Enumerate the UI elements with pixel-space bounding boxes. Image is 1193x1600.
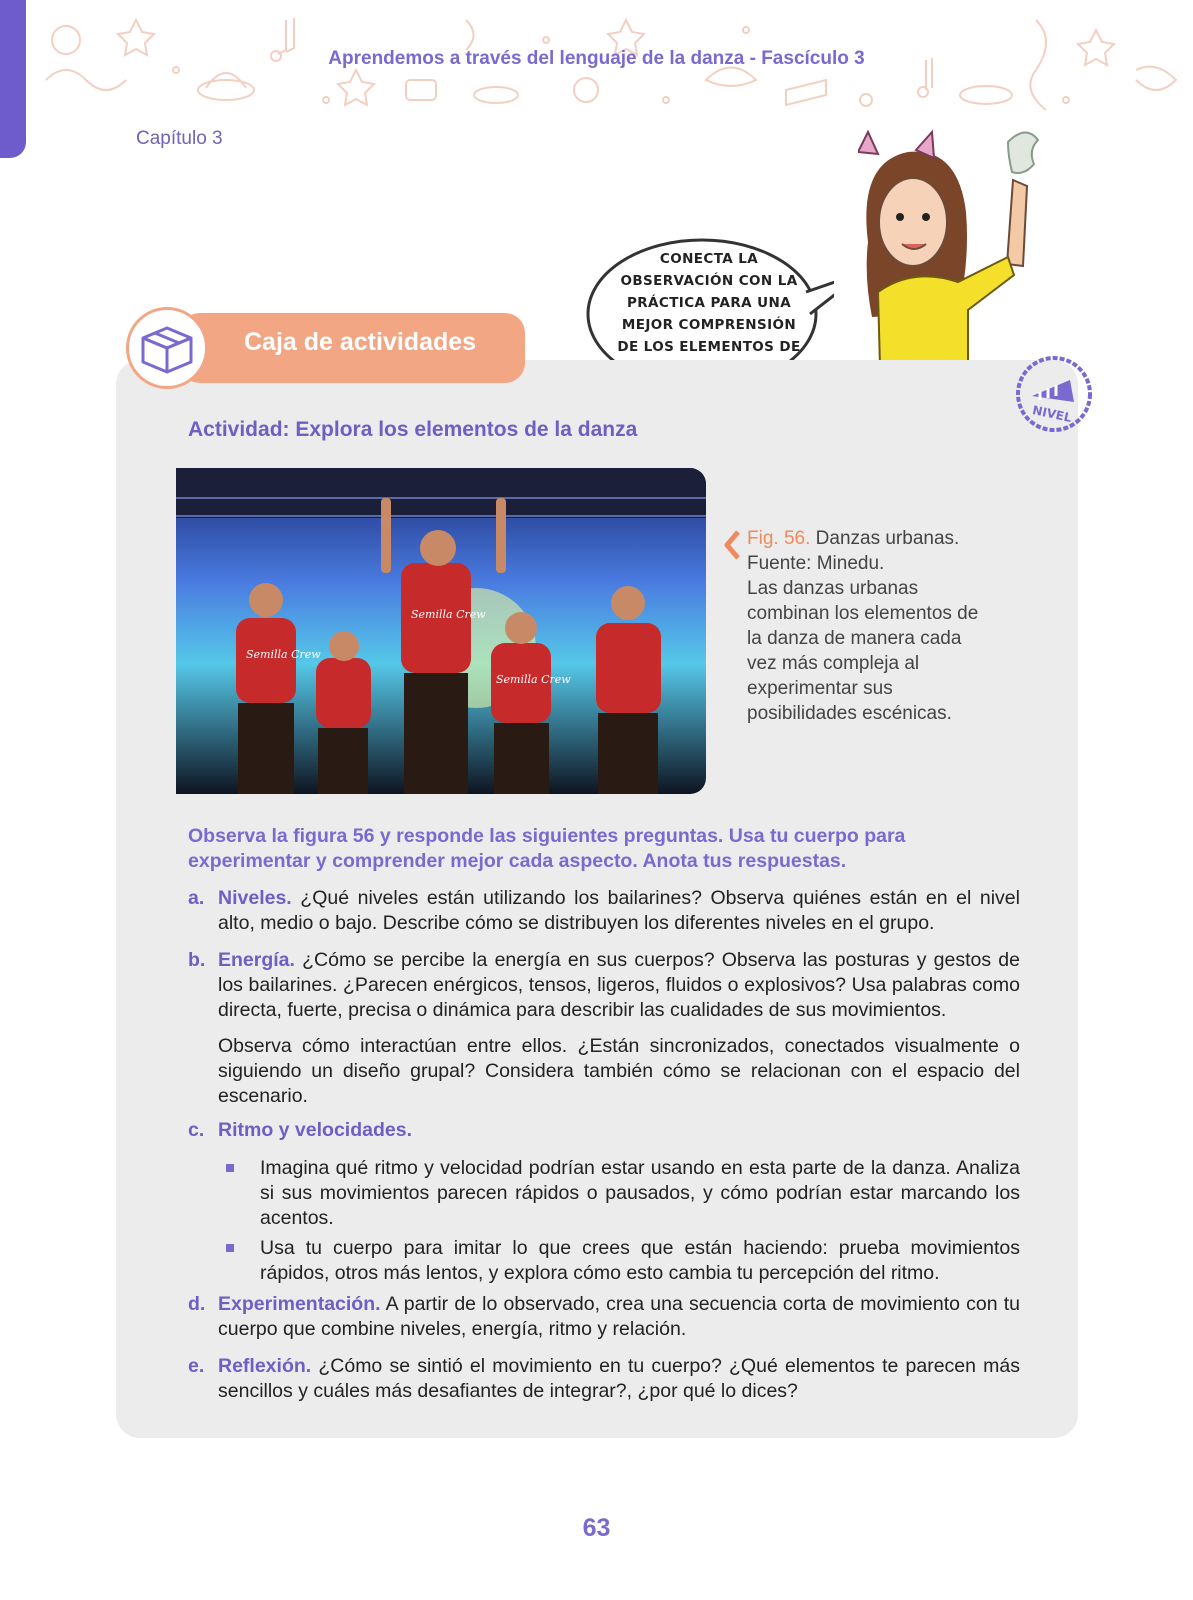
question-heading: Reflexión. xyxy=(218,1355,312,1377)
question-heading: Ritmo y velocidades. xyxy=(218,1119,412,1141)
svg-text:Semilla Crew: Semilla Crew xyxy=(246,648,321,661)
question-extra-text: Observa cómo interactúan entre ellos. ¿Están sincronizados, conectados visualmente o siguiendo un diseño grupal? Considera también cómo se relacionan con el espacio del escenario. xyxy=(218,1035,1020,1107)
question-text: ¿Qué niveles están utilizando los bailarines? Observa quiénes están en el nivel alto, medio o bajo. Describe cómo se distribuyen los diferentes niveles en el grupo. xyxy=(218,887,1020,934)
figure-number: Fig. 56. xyxy=(747,528,811,549)
question-heading: Experimentación. xyxy=(218,1293,381,1315)
bullet-item xyxy=(226,1236,1020,1286)
question-letter: a. xyxy=(188,887,205,909)
question-text: ¿Cómo se percibe la energía en sus cuerpos? Observa las posturas y gestos de los bailarines. ¿Parecen enérgicos, tensos, ligeros, fluidos o explosivos? Usa palabras como directa, fuerte, precisa o dinámica para describir las cualidades de sus movimientos. xyxy=(218,949,1020,1021)
caption-pointer-icon xyxy=(724,530,740,560)
question-letter: e. xyxy=(188,1355,205,1377)
question-letter: d. xyxy=(188,1293,206,1315)
figure-caption xyxy=(747,526,982,726)
urban-dance-photo xyxy=(176,468,706,794)
question-letter: c. xyxy=(188,1119,205,1141)
speech-line: DE LOS ELEMENTOS DE xyxy=(617,339,801,355)
fascicle-title: Aprendemos a través del lenguaje de la danza - Fascículo 3 xyxy=(328,48,865,69)
question-b xyxy=(188,948,1020,1023)
svg-text:Semilla Crew: Semilla Crew xyxy=(411,608,486,621)
page-number: 63 xyxy=(582,1514,611,1542)
figure-description: Las danzas urbanas combinan los elementos de la danza de manera cada vez más compleja al experimentar sus posibilidades escénicas. xyxy=(747,578,979,724)
level-stamp xyxy=(1012,352,1096,436)
activity-box-label: Caja de actividades xyxy=(244,328,477,356)
question-e xyxy=(188,1354,1020,1404)
chapter-label: Capítulo 3 xyxy=(136,128,223,149)
bullet-text: Imagina qué ritmo y velocidad podrían estar usando en esta parte de la danza. Analiza si sus movimientos parecen rápidos o pausados, y cómo podrían estar marcando los acentos. xyxy=(260,1157,1020,1229)
svg-text:Semilla Crew: Semilla Crew xyxy=(496,673,571,686)
activity-instruction: Observa la figura 56 y responde las siguientes preguntas. Usa tu cuerpo para experimentar y comprender mejor cada aspecto. Anota tus respuestas. xyxy=(188,825,906,872)
speech-line: OBSERVACIÓN CON LA xyxy=(620,273,798,289)
activity-title: Actividad: Explora los elementos de la danza xyxy=(188,418,638,441)
question-a xyxy=(188,886,1020,936)
question-text: A partir de lo observado, crea una secuencia corta de movimiento con tu cuerpo que combine niveles, energía, ritmo y relación. xyxy=(218,1293,1020,1340)
bullet-item xyxy=(226,1156,1020,1231)
question-d xyxy=(188,1292,1020,1342)
question-c xyxy=(188,1118,1020,1143)
figure-source: Fuente: Minedu. xyxy=(747,553,885,574)
speech-line: PRÁCTICA PARA UNA xyxy=(626,295,792,311)
question-heading: Niveles. xyxy=(218,887,292,909)
speech-line: CONECTA LA xyxy=(659,251,759,267)
bullet-square-icon xyxy=(226,1244,234,1252)
bullet-text: Usa tu cuerpo para imitar lo que crees que están haciendo: prueba movimientos rápidos, otros más lentos, y explora cómo esto cambia tu percepción del ritmo. xyxy=(260,1237,1020,1284)
figure-title: Danzas urbanas. xyxy=(815,528,960,549)
speech-line: MEJOR COMPRENSIÓN xyxy=(621,317,797,333)
bullet-square-icon xyxy=(226,1164,234,1172)
stamp-label: NIVEL xyxy=(1031,403,1073,425)
cube-box-icon xyxy=(137,322,197,376)
chapter-side-tab xyxy=(0,0,26,158)
question-text: ¿Cómo se sintió el movimiento en tu cuerpo? ¿Qué elementos te parecen más sencillos y cuáles más desafiantes de integrar?, ¿por qué lo dices? xyxy=(218,1355,1020,1402)
mascot-girl-illustration xyxy=(858,122,1088,367)
question-letter: b. xyxy=(188,949,206,971)
question-b-extra xyxy=(188,1034,1020,1109)
question-heading: Energía. xyxy=(218,949,295,971)
